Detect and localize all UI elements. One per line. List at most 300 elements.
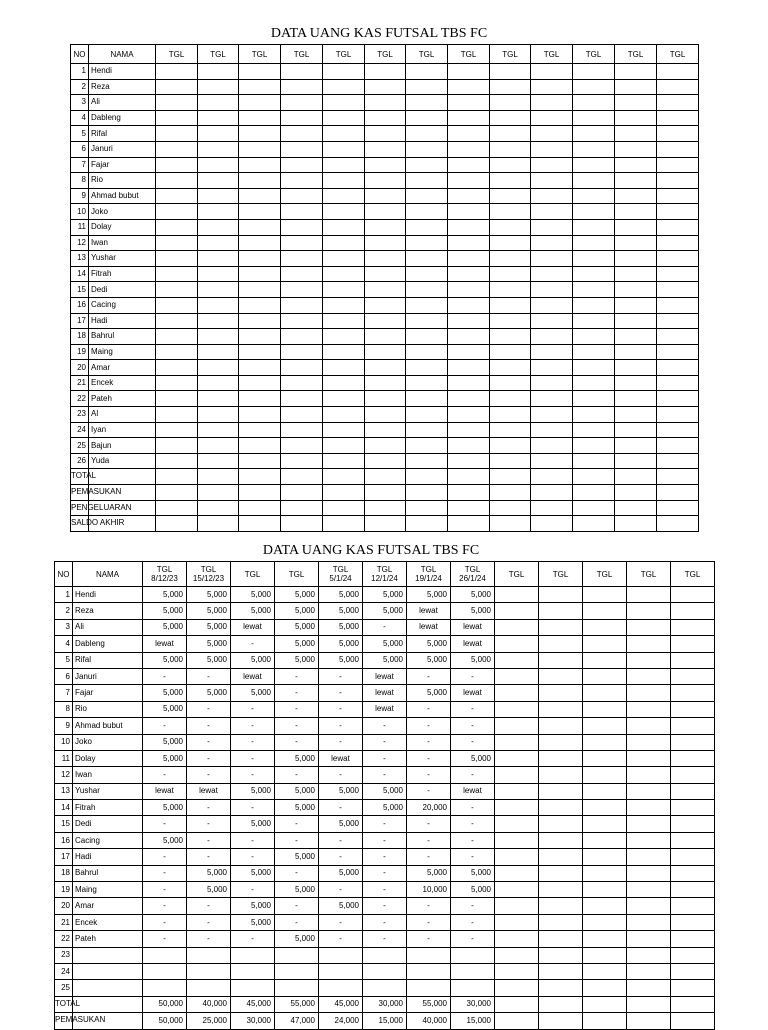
table-cell <box>448 422 490 438</box>
table-row <box>71 64 699 80</box>
payment-cell: - <box>451 914 495 930</box>
table-cell <box>239 344 281 360</box>
member-name: Hadi <box>73 849 143 865</box>
row-number: 7 <box>55 685 73 701</box>
payment-cell: 5,000 <box>231 603 275 619</box>
member-name: Dableng <box>89 110 156 126</box>
payment-cell <box>275 947 319 963</box>
table-cell <box>239 157 281 173</box>
table-cell <box>156 453 198 469</box>
row-number: 23 <box>71 407 89 423</box>
member-name: Fitrah <box>89 266 156 282</box>
table-cell <box>156 79 198 95</box>
payment-cell: - <box>451 816 495 832</box>
table-cell <box>281 251 323 267</box>
table-cell <box>573 188 615 204</box>
table-cell <box>239 235 281 251</box>
table-cell <box>539 701 583 717</box>
member-name: Maing <box>89 344 156 360</box>
table-cell <box>323 141 365 157</box>
payment-cell <box>187 947 231 963</box>
table-cell <box>281 266 323 282</box>
payment-cell: - <box>143 718 187 734</box>
payment-cell: - <box>231 832 275 848</box>
table-cell <box>198 360 239 376</box>
table-cell <box>573 297 615 313</box>
table-cell <box>198 64 239 80</box>
table-cell <box>657 453 699 469</box>
row-number: 24 <box>55 963 73 979</box>
table-cell <box>239 422 281 438</box>
summary-value: 55,000 <box>275 996 319 1012</box>
table-cell <box>531 391 573 407</box>
table-cell <box>281 219 323 235</box>
table-row <box>55 816 715 832</box>
table-cell <box>365 157 406 173</box>
payment-cell: - <box>319 832 363 848</box>
table-cell <box>281 485 323 501</box>
member-name: Ali <box>73 619 143 635</box>
table-row <box>71 157 699 173</box>
table-cell <box>239 453 281 469</box>
table-cell <box>495 800 539 816</box>
payment-cell <box>187 963 231 979</box>
table-cell <box>539 865 583 881</box>
header-date: 12/1/24 <box>371 574 398 583</box>
payment-cell: - <box>275 914 319 930</box>
payment-cell: - <box>187 800 231 816</box>
payment-cell: 5,000 <box>187 652 231 668</box>
table-cell <box>615 282 657 298</box>
table-cell <box>495 767 539 783</box>
table-cell <box>657 219 699 235</box>
table-cell <box>323 407 365 423</box>
table-row <box>71 204 699 220</box>
row-number: 9 <box>71 188 89 204</box>
member-name: Al <box>89 407 156 423</box>
payment-cell <box>143 963 187 979</box>
table-cell <box>198 485 239 501</box>
member-name: Fajar <box>89 157 156 173</box>
table-cell <box>495 668 539 684</box>
row-number: 14 <box>71 266 89 282</box>
payment-cell: - <box>275 734 319 750</box>
payment-cell <box>363 963 407 979</box>
table-cell <box>657 173 699 189</box>
table-cell <box>539 963 583 979</box>
header-label: TGL <box>508 569 525 579</box>
payment-cell: - <box>187 734 231 750</box>
column-header <box>73 562 143 587</box>
table-cell <box>495 783 539 799</box>
payment-cell: 5,000 <box>407 587 451 603</box>
table-cell <box>573 438 615 454</box>
table-cell <box>573 500 615 516</box>
table2-title: DATA UANG KAS FUTSAL TBS FC <box>262 543 480 558</box>
column-header <box>627 562 671 587</box>
table-cell <box>627 701 671 717</box>
payment-cell: 5,000 <box>451 587 495 603</box>
payment-cell: - <box>319 685 363 701</box>
table-cell <box>365 438 406 454</box>
payment-cell: lewat <box>231 619 275 635</box>
column-header: TGL <box>281 45 323 64</box>
payment-cell: - <box>319 701 363 717</box>
table-cell <box>323 266 365 282</box>
table-cell <box>281 204 323 220</box>
table-cell <box>239 141 281 157</box>
table-cell <box>627 734 671 750</box>
payment-cell: - <box>319 668 363 684</box>
table-row <box>55 701 715 717</box>
row-number: 10 <box>55 734 73 750</box>
table-cell <box>671 767 715 783</box>
table-cell <box>615 438 657 454</box>
row-number: 24 <box>71 422 89 438</box>
table-row <box>55 914 715 930</box>
column-header: TGL <box>365 45 406 64</box>
table-cell <box>323 438 365 454</box>
summary-value: 40,000 <box>187 996 231 1012</box>
member-name: Encek <box>73 914 143 930</box>
payment-cell: 5,000 <box>363 783 407 799</box>
table-cell <box>583 996 627 1012</box>
payment-cell: - <box>319 849 363 865</box>
table-row <box>71 251 699 267</box>
row-number: 4 <box>71 110 89 126</box>
table-row <box>55 980 715 996</box>
table-cell <box>539 767 583 783</box>
table-cell <box>365 79 406 95</box>
table-cell <box>281 516 323 532</box>
table-cell <box>615 157 657 173</box>
column-header <box>187 562 231 587</box>
member-name: Maing <box>73 882 143 898</box>
table-cell <box>531 266 573 282</box>
row-number: 1 <box>71 64 89 80</box>
payment-cell: - <box>451 668 495 684</box>
table-cell <box>406 297 448 313</box>
table-cell <box>573 453 615 469</box>
table-cell <box>627 603 671 619</box>
table-cell <box>281 453 323 469</box>
table-cell <box>448 79 490 95</box>
payment-cell: - <box>363 865 407 881</box>
table-cell <box>323 500 365 516</box>
table-cell <box>281 407 323 423</box>
table-cell <box>539 636 583 652</box>
table-cell <box>671 636 715 652</box>
table-cell <box>73 996 143 1012</box>
table-cell <box>365 235 406 251</box>
member-name: Fajar <box>73 685 143 701</box>
table-cell <box>531 516 573 532</box>
table-cell <box>573 157 615 173</box>
payment-cell: - <box>319 882 363 898</box>
table-cell <box>583 882 627 898</box>
table-row <box>71 126 699 142</box>
table-cell <box>671 1013 715 1029</box>
row-number: 2 <box>55 603 73 619</box>
payment-cell: 5,000 <box>275 587 319 603</box>
table-cell <box>323 126 365 142</box>
table-cell <box>490 407 531 423</box>
payment-cell: lewat <box>407 603 451 619</box>
member-name: Rifal <box>73 652 143 668</box>
table-cell <box>448 64 490 80</box>
column-header <box>231 562 275 587</box>
row-number: 15 <box>55 816 73 832</box>
table-cell <box>583 1013 627 1029</box>
payment-cell: - <box>187 668 231 684</box>
table-cell <box>365 516 406 532</box>
payment-cell: 5,000 <box>143 619 187 635</box>
member-name: Ahmad bubut <box>73 718 143 734</box>
table-cell <box>448 141 490 157</box>
table-cell <box>615 126 657 142</box>
table-cell <box>615 500 657 516</box>
row-number: 12 <box>71 235 89 251</box>
table-cell <box>671 849 715 865</box>
table-cell <box>323 219 365 235</box>
table-cell <box>583 734 627 750</box>
payment-cell <box>407 947 451 963</box>
header-label: TGL <box>464 565 481 574</box>
column-header <box>319 562 363 587</box>
table-cell <box>495 849 539 865</box>
table-cell <box>323 235 365 251</box>
payment-cell: 5,000 <box>231 816 275 832</box>
table-row <box>55 619 715 635</box>
table-row <box>55 800 715 816</box>
table-cell <box>239 360 281 376</box>
payment-cell: - <box>363 882 407 898</box>
table-cell <box>657 344 699 360</box>
table-cell <box>156 360 198 376</box>
member-name: Rio <box>73 701 143 717</box>
table-cell <box>156 157 198 173</box>
table-cell <box>531 422 573 438</box>
table-cell <box>539 947 583 963</box>
table-cell <box>239 251 281 267</box>
table-cell <box>365 141 406 157</box>
table-cell <box>671 996 715 1012</box>
table-row <box>55 783 715 799</box>
row-number: 21 <box>55 914 73 930</box>
payment-cell: - <box>363 849 407 865</box>
table-cell <box>198 391 239 407</box>
header-label: NO <box>57 569 70 579</box>
table-row <box>55 636 715 652</box>
row-number: 6 <box>55 668 73 684</box>
member-name: Hendi <box>89 64 156 80</box>
table-row <box>55 652 715 668</box>
header-label: TGL <box>684 569 701 579</box>
table-cell <box>495 963 539 979</box>
table-row <box>55 718 715 734</box>
summary-value: 50,000 <box>143 996 187 1012</box>
summary-value: 40,000 <box>407 1013 451 1029</box>
payment-cell: - <box>275 685 319 701</box>
summary-row <box>55 1013 715 1029</box>
table-cell <box>490 282 531 298</box>
payment-cell <box>363 980 407 996</box>
payment-cell: 5,000 <box>143 800 187 816</box>
table-cell <box>657 375 699 391</box>
payment-cell: lewat <box>451 685 495 701</box>
table-cell <box>323 251 365 267</box>
payment-cell: 5,000 <box>143 750 187 766</box>
column-header: TGL <box>198 45 239 64</box>
table-cell <box>615 469 657 485</box>
payment-cell: 5,000 <box>407 636 451 652</box>
table-cell <box>281 282 323 298</box>
table-cell <box>671 668 715 684</box>
table-cell <box>198 173 239 189</box>
table-cell <box>573 266 615 282</box>
payment-cell <box>275 980 319 996</box>
payment-cell: 5,000 <box>231 652 275 668</box>
member-name <box>73 980 143 996</box>
summary-row <box>71 485 699 501</box>
payment-cell: 5,000 <box>275 931 319 947</box>
row-number: 8 <box>55 701 73 717</box>
table-cell <box>365 126 406 142</box>
payment-cell: - <box>407 816 451 832</box>
table-cell <box>573 516 615 532</box>
summary-label: TOTAL <box>71 471 97 481</box>
row-number: 10 <box>71 204 89 220</box>
header-date: 15/12/23 <box>192 574 225 583</box>
table-cell <box>239 485 281 501</box>
header-label: NAMA <box>95 569 120 579</box>
table-cell <box>89 469 156 485</box>
table-cell <box>490 219 531 235</box>
table-cell <box>448 469 490 485</box>
payment-cell: 10,000 <box>407 882 451 898</box>
table-cell <box>490 469 531 485</box>
table-cell <box>627 587 671 603</box>
payment-cell: - <box>407 668 451 684</box>
table-cell <box>531 453 573 469</box>
table-cell <box>490 251 531 267</box>
member-name: Joko <box>73 734 143 750</box>
table-cell <box>531 360 573 376</box>
table-cell <box>406 469 448 485</box>
table-cell <box>365 188 406 204</box>
table-cell <box>671 963 715 979</box>
table-cell <box>281 110 323 126</box>
payment-cell: - <box>231 931 275 947</box>
table-cell <box>573 110 615 126</box>
payment-cell: 5,000 <box>231 898 275 914</box>
member-name: Bahrul <box>89 329 156 345</box>
table-cell <box>198 110 239 126</box>
row-number: 11 <box>55 750 73 766</box>
member-name: Cacing <box>73 832 143 848</box>
member-name: Ali <box>89 95 156 111</box>
column-header <box>495 562 539 587</box>
table-cell <box>323 391 365 407</box>
payment-cell <box>319 947 363 963</box>
payment-cell: - <box>407 701 451 717</box>
payment-cell: 5,000 <box>363 587 407 603</box>
summary-label-cell <box>71 516 125 532</box>
table-cell <box>448 375 490 391</box>
table-cell <box>406 407 448 423</box>
table-cell <box>406 500 448 516</box>
table-row <box>71 313 699 329</box>
payment-cell: - <box>407 750 451 766</box>
payment-cell <box>143 980 187 996</box>
row-number: 2 <box>71 79 89 95</box>
table-cell <box>583 603 627 619</box>
table-cell <box>406 204 448 220</box>
table-cell <box>539 898 583 914</box>
header-label: TGL <box>200 565 217 574</box>
table-cell <box>627 996 671 1012</box>
payment-cell: 5,000 <box>275 750 319 766</box>
row-number: 12 <box>55 767 73 783</box>
row-number: 6 <box>71 141 89 157</box>
table-cell <box>406 516 448 532</box>
table-cell <box>406 438 448 454</box>
table-cell <box>583 636 627 652</box>
table-cell <box>539 783 583 799</box>
payment-cell: - <box>275 865 319 881</box>
table-cell <box>615 344 657 360</box>
member-name: Reza <box>89 79 156 95</box>
table-cell <box>239 95 281 111</box>
summary-row <box>71 469 699 485</box>
table-cell <box>671 816 715 832</box>
table-cell <box>281 141 323 157</box>
table-cell <box>490 79 531 95</box>
table2-header-row <box>55 562 715 587</box>
member-name: Iyan <box>89 422 156 438</box>
table-cell <box>627 668 671 684</box>
table-cell <box>671 750 715 766</box>
table-cell <box>239 500 281 516</box>
member-name: Yushar <box>73 783 143 799</box>
member-name: Rifal <box>89 126 156 142</box>
table-cell <box>198 95 239 111</box>
table-cell <box>365 64 406 80</box>
kas-table-blank <box>70 44 699 532</box>
table-cell <box>281 391 323 407</box>
row-number: 1 <box>55 587 73 603</box>
table-cell <box>531 173 573 189</box>
table-cell <box>365 422 406 438</box>
table-row <box>71 422 699 438</box>
member-name: Rio <box>89 173 156 189</box>
member-name: Reza <box>73 603 143 619</box>
table-cell <box>539 914 583 930</box>
table-cell <box>495 603 539 619</box>
table-cell <box>239 79 281 95</box>
table-cell <box>583 767 627 783</box>
table-cell <box>573 126 615 142</box>
table-cell <box>323 313 365 329</box>
payment-cell: - <box>231 767 275 783</box>
table-cell <box>323 453 365 469</box>
payment-cell: 5,000 <box>275 652 319 668</box>
payment-cell <box>451 963 495 979</box>
table-cell <box>198 141 239 157</box>
table-cell <box>490 95 531 111</box>
payment-cell: - <box>451 849 495 865</box>
table-cell <box>573 485 615 501</box>
